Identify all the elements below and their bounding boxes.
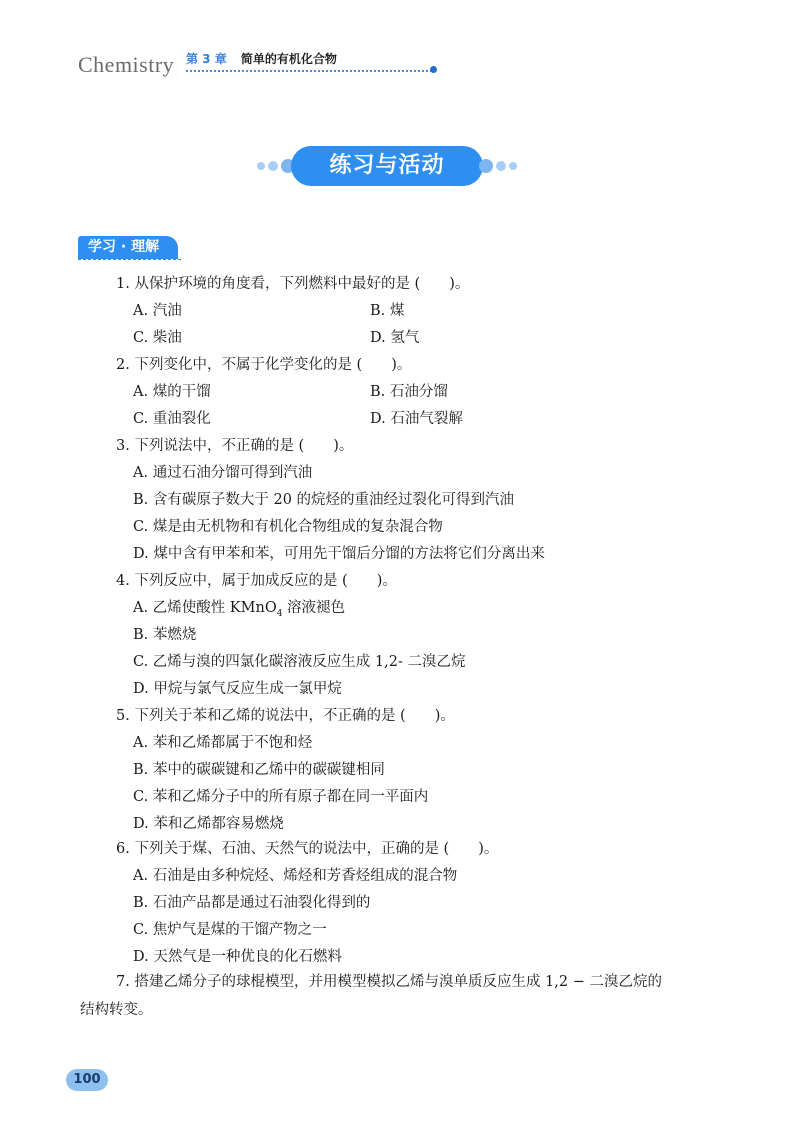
page-number: 100 (66, 1069, 108, 1091)
banner-dot (479, 159, 493, 173)
option (133, 596, 345, 619)
section-label (78, 236, 181, 260)
question-stem-continued: 结构转变。 (80, 1002, 153, 1018)
section-rule (78, 259, 181, 260)
question-stem: 4. 下列反应中，属于加成反应的是 ( )。 (116, 573, 397, 589)
option: D. 煤中含有甲苯和苯，可用先干馏后分馏的方法将它们分离出来 (133, 546, 545, 562)
brand-title: Chemistry (78, 52, 175, 77)
option: A. 汽油 (133, 303, 182, 319)
option: A. 通过石油分馏可得到汽油 (133, 465, 313, 481)
option: C. 焦炉气是煤的干馏产物之一 (133, 922, 327, 938)
chapter-title: 简单的有机化合物 (240, 52, 337, 66)
banner-dot (257, 162, 265, 170)
option: B. 石油分馏 (370, 384, 448, 400)
banner-dot (509, 162, 517, 170)
option: B. 煤 (370, 303, 405, 319)
option: A. 石油是由多种烷烃、烯烃和芳香烃组成的混合物 (133, 868, 458, 884)
option: C. 苯和乙烯分子中的所有原子都在同一平面内 (133, 789, 429, 805)
subscript: 4 (276, 608, 283, 619)
section-banner (255, 143, 520, 189)
header-rule (186, 70, 432, 73)
header-dot (430, 66, 437, 73)
option: D. 天然气是一种优良的化石燃料 (133, 949, 342, 965)
question-stem: 1. 从保护环境的角度看，下列燃料中最好的是 ( )。 (116, 276, 470, 292)
banner-dot (496, 161, 506, 171)
option: C. 重油裂化 (133, 411, 211, 427)
option: B. 苯燃烧 (133, 627, 197, 643)
option: C. 柴油 (133, 330, 182, 346)
question-stem: 7. 搭建乙烯分子的球棍模型，并用模型模拟乙烯与溴单质反应生成 1,2 − 二溴乙烷的 (116, 974, 662, 990)
question-stem: 6. 下列关于煤、石油、天然气的说法中，正确的是 ( )。 (116, 841, 499, 857)
option-text-tail: 溶液褪色 (282, 600, 346, 616)
option: D. 石油气裂解 (370, 411, 463, 427)
option: B. 含有碳原子数大于 20 的烷烃的重油经过裂化可得到汽油 (133, 492, 515, 508)
option: D. 苯和乙烯都容易燃烧 (133, 816, 284, 832)
option: A. 苯和乙烯都属于不饱和烃 (133, 735, 313, 751)
option: D. 氢气 (370, 330, 420, 346)
banner-dot (268, 161, 278, 171)
option: A. 煤的干馏 (133, 384, 211, 400)
option-text: A. 乙烯使酸性 KMnO (133, 600, 277, 616)
question-stem: 3. 下列说法中，不正确的是 ( )。 (116, 438, 354, 454)
option: B. 石油产品都是通过石油裂化得到的 (133, 895, 371, 911)
chapter-heading (186, 50, 337, 67)
chapter-number: 第 3 章 (186, 52, 227, 66)
question-stem: 5. 下列关于苯和乙烯的说法中，不正确的是 ( )。 (116, 708, 455, 724)
option: B. 苯中的碳碳键和乙烯中的碳碳键相同 (133, 762, 385, 778)
section-label-text: 学习 · 理解 (88, 239, 160, 255)
question-stem: 2. 下列变化中，不属于化学变化的是 ( )。 (116, 357, 412, 373)
option: C. 煤是由无机物和有机化合物组成的复杂混合物 (133, 519, 443, 535)
banner-title: 练习与活动 (329, 153, 445, 178)
option: C. 乙烯与溴的四氯化碳溶液反应生成 1,2- 二溴乙烷 (133, 654, 466, 670)
option: D. 甲烷与氯气反应生成一氯甲烷 (133, 681, 342, 697)
